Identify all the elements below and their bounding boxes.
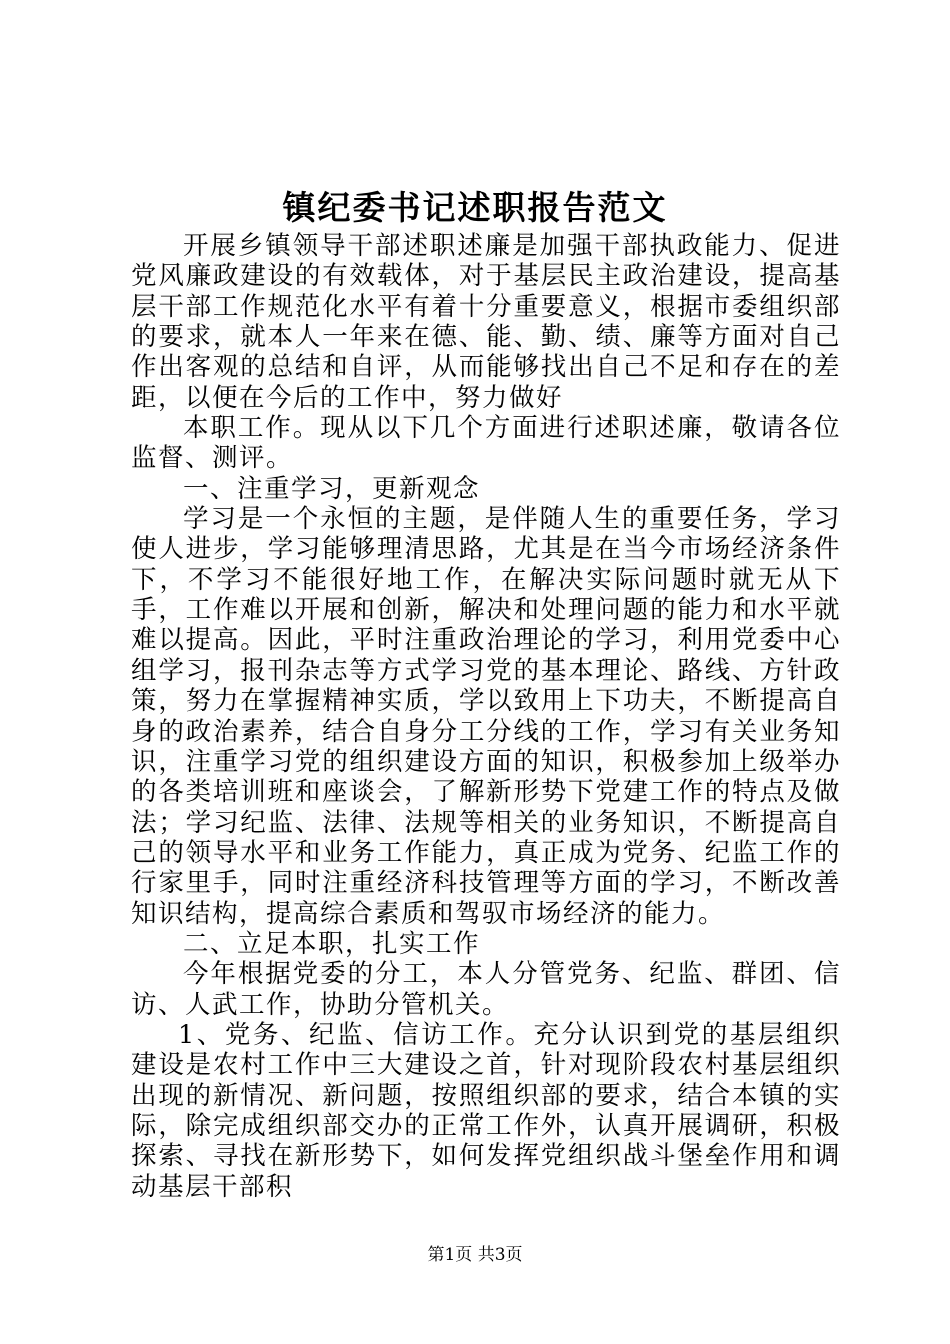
document-body [131,231,841,1202]
paragraph-intro: 开展乡镇领导干部述职述廉是加强干部执政能力、促进党风廉政建设的有效载体，对于基层民主政治建设，提高基层干部工作规范化水平有着十分重要意义，根据市委组织部的要求，就本人一年来在德、能、勤、绩、廉等方面对自己作出客观的总结和自评，从而能够找出自己不足和存在的差距，以便在今后的工作中，努力做好 [131,231,841,413]
section-heading-work: 二、立足本职，扎实工作 [183,928,481,959]
paragraph-division-of-work: 今年根据党委的分工，本人分管党务、纪监、群团、信访、人武工作，协助分管机关。 [131,959,841,1020]
document-title: 镇纪委书记述职报告范文 [282,188,668,227]
section-heading-study: 一、注重学习，更新观念 [183,473,481,504]
page-footer: 第1页 共3页 [427,1245,523,1265]
paragraph-study: 学习是一个永恒的主题，是伴随人生的重要任务，学习使人进步，学习能够理清思路，尤其是在当今市场经济条件下，不学习不能很好地工作，在解决实际问题时就无从下手，工作难以开展和创新，解决和处理问题的能力和水平就难以提高。因此，平时注重政治理论的学习，利用党委中心组学习，报刊杂志等方式学习党的基本理论、路线、方针政策，努力在掌握精神实质，学以致用上下功夫，不断提高自身的政治素养，结合自身分工分线的工作，学习有关业务知识，注重学习党的组织建设方面的知识，积极参加上级举办的各类培训班和座谈会，了解新形势下党建工作的特点及做法；学习纪监、法律、法规等相关的业务知识，不断提高自己的领导水平和业务工作能力，真正成为党务、纪监工作的行家里手，同时注重经济科技管理等方面的学习，不断改善知识结构，提高综合素质和驾驭市场经济的能力。 [131,504,841,929]
paragraph-party-affairs: 1、党务、纪监、信访工作。充分认识到党的基层组织建设是农村工作中三大建设之首，针对现阶段农村基层组织出现的新情况、新问题，按照组织部的要求，结合本镇的实际，除完成组织部交办的正常工作外，认真开展调研，积极探索、寻找在新形势下，如何发挥党组织战斗堡垒作用和调动基层干部积 [131,1019,841,1202]
paragraph-intro-continued: 本职工作。现从以下几个方面进行述职述廉，敬请各位监督、测评。 [131,413,841,474]
